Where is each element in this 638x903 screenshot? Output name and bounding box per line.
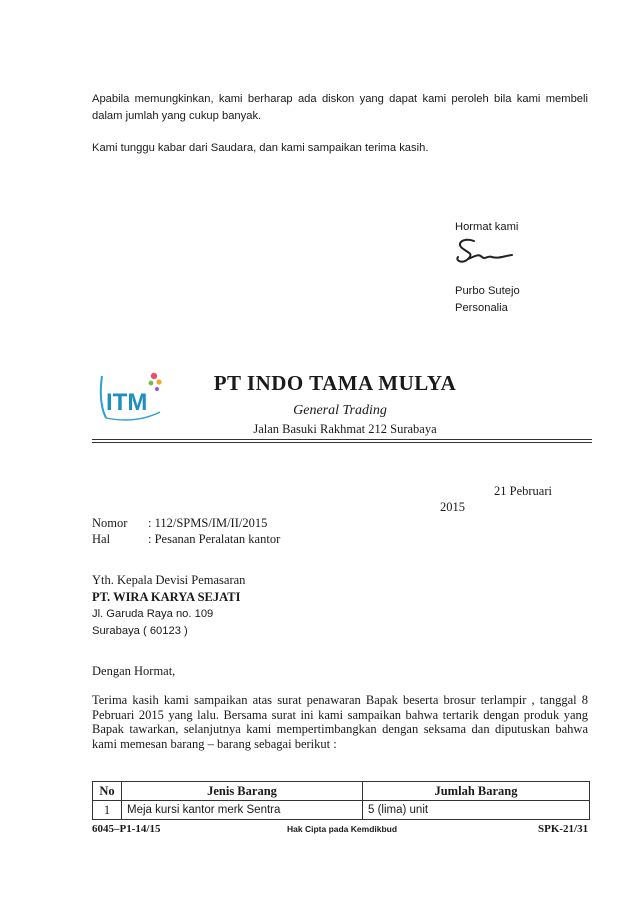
signature-greeting: Hormat kami [455, 221, 519, 233]
row-no: 1 [93, 801, 122, 820]
footer-code: 6045–P1-14/15 [92, 823, 161, 835]
header-no: No [93, 782, 122, 801]
recipient-city: Surabaya ( 60123 ) [92, 625, 188, 637]
recipient-street: Jl. Garuda Raya no. 109 [92, 608, 214, 620]
signature-title: Personalia [455, 302, 508, 314]
letter-subject-row [92, 531, 280, 547]
recipient-company: PT. WIRA KARYA SEJATI [92, 590, 241, 604]
header-quantity: Jumlah Barang [363, 782, 590, 801]
recipient-address [92, 572, 245, 640]
closing-paragraph-thanks: Kami tunggu kabar dari Saudara, dan kami sampaikan terima kasih. [92, 142, 429, 154]
signature-name: Purbo Sutejo [455, 285, 520, 297]
row-quantity: 5 (lima) unit [363, 801, 590, 820]
handwritten-signature [452, 235, 518, 269]
letterhead-rule-thick [92, 439, 592, 440]
salutation: Dengan Hormat, [92, 664, 176, 678]
letter-subject-value: : Pesanan Peralatan kantor [148, 532, 281, 546]
company-subtitle: General Trading [293, 403, 387, 418]
header-item-type: Jenis Barang [122, 782, 363, 801]
order-items-table [92, 781, 590, 820]
footer-page-ref: SPK-21/31 [538, 823, 589, 835]
recipient-position: Yth. Kepala Devisi Pemasaran [92, 573, 246, 587]
company-logo [96, 366, 166, 426]
svg-text:ITM: ITM [106, 389, 148, 416]
table-header-row [93, 782, 590, 801]
closing-paragraph-discount: Apabila memungkinkan, kami berharap ada diskon yang dapat kami peroleh bila kami membeli dalam jumlah yang cukup banyak. [92, 93, 588, 122]
letterhead-rule-thin [92, 442, 592, 443]
letter-date-day-month: 21 Pebruari [494, 484, 552, 498]
letter-date-year: 2015 [440, 500, 465, 514]
table-row [93, 801, 590, 820]
company-name: PT INDO TAMA MULYA [213, 371, 457, 395]
letter-subject-label: Hal [92, 532, 111, 546]
row-item-type: Meja kursi kantor merk Sentra [122, 801, 363, 820]
letter-number-value: : 112/SPMS/IM/II/2015 [148, 516, 268, 530]
letter-number-row [92, 515, 267, 531]
letter-body: Terima kasih kami sampaikan atas surat penawaran Bapak beserta brosur terlampir , tanggal 8 Pebruari 2015 yang lalu. Bersama surat ini kami sampaikan bahwa tertarik dengan produk yang Bapak tawarkan, selanjutnya kami mempertimbangkan dengan seksama dan diputuskan bahwa kami memesan barang – barang sebagai berikut : [92, 693, 588, 751]
footer-copyright: Hak Cipta pada Kemdikbud [287, 824, 398, 834]
letter-number-label: Nomor [92, 516, 128, 530]
company-address: Jalan Basuki Rakhmat 212 Surabaya [253, 422, 437, 436]
